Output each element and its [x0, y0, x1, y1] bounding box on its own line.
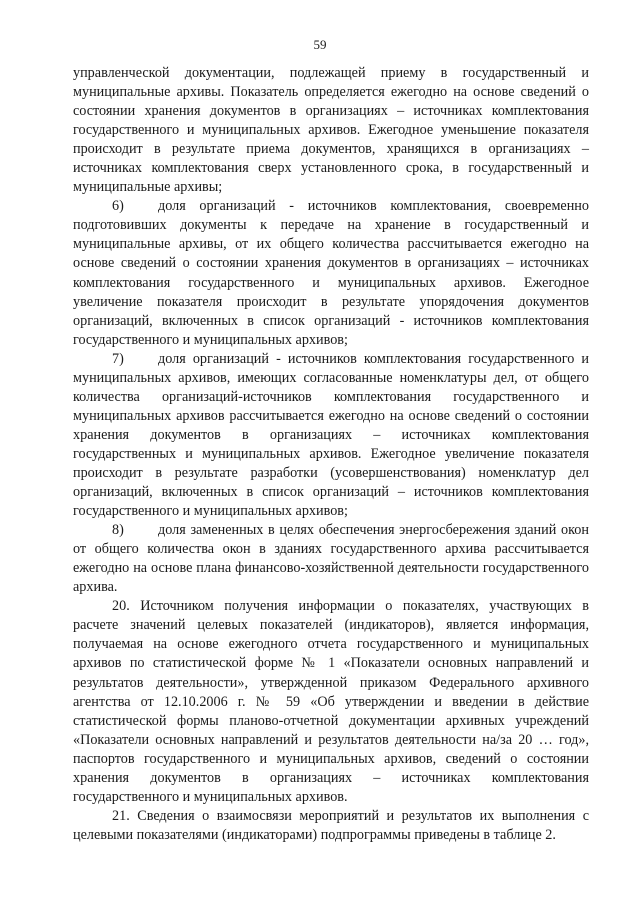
- paragraph-text: доля замененных в целях обеспечения энергосбережения зданий окон от общего количества окон в зданиях государственного архива рассчитывается ежегодно на основе плана финансово-хозяйственной деятельности государственного архива.: [73, 522, 589, 596]
- paragraph-text: 21. Сведения о взаимосвязи мероприятий и результатов их выполнения с целевыми показателями (индикаторами) подпрограммы приведены в таблице 2.: [73, 807, 589, 843]
- list-item-number: 6): [112, 198, 124, 215]
- page-number: 59: [313, 37, 327, 52]
- paragraph-continuation: [73, 64, 589, 197]
- list-item-number: 8): [112, 522, 124, 539]
- paragraph-text: 20. Источником получения информации о показателях, участвующих в расчете значений целевых показателей (индикаторов), является информация, получаемая на основе ежегодного отчета государственного и муниципальных архивов по статистической форме № 1 «Показатели основных направлений и результатов деятельности», утвержденной приказом Федерального архивного агентства от 12.10.2006 г. № 59 «Об утверждении и введении в действие статистической формы планово-отчетной документации архивных учреждений «Показатели основных направлений и результатов деятельности на/за 20 … год», паспортов государственного и муниципальных архивов, сведений о состоянии хранения документов в организациях – источниках комплектования государственного и муниципальных архивов.: [73, 598, 589, 805]
- list-item-number: 7): [112, 350, 124, 367]
- document-body: [73, 64, 589, 845]
- paragraph-21: [73, 807, 589, 845]
- list-item-8: [73, 521, 589, 597]
- list-item-6: [73, 197, 589, 349]
- list-item-7: [73, 350, 589, 521]
- paragraph-20: [73, 597, 589, 807]
- paragraph-text: доля организаций - источников комплектования государственного и муниципальных архивов, имеющих согласованные номенклатуры дел, от общего количества организаций-источников комплектования государственного и муниципальных архивов рассчитывается ежегодно на основе сведений о состоянии хранения документов в организациях – источниках комплектования государственных и муниципальных архивов. Ежегодное увеличение показателя происходит в результате разработки (усовершенствования) номенклатур дел организаций, включенных в список организаций – источников комплектования государственного и муниципальных архивов;: [73, 350, 589, 520]
- paragraph-text: управленческой документации, подлежащей приему в государственный и муниципальные архивы. Показатель определяется ежегодно на основе сведений о состоянии хранения документов в организациях – источниках комплектования государственного и муниципальных архивов. Ежегодное уменьшение показателя происходит в результате приема документов, хранящихся в организациях – источниках комплектования сверх установленного срока, в государственный и муниципальные архивы;: [73, 65, 589, 196]
- paragraph-text: доля организаций - источников комплектования, своевременно подготовивших документы к передаче на хранение в государственный и муниципальные архивы, от их общего количества рассчитывается ежегодно на основе сведений о состоянии хранения документов в организациях – источниках комплектования государственного и муниципальных архивов. Ежегодное увеличение показателя происходит в результате упорядочения документов организаций, включенных в список организаций - источников комплектования государственного и муниципальных архивов;: [73, 198, 589, 348]
